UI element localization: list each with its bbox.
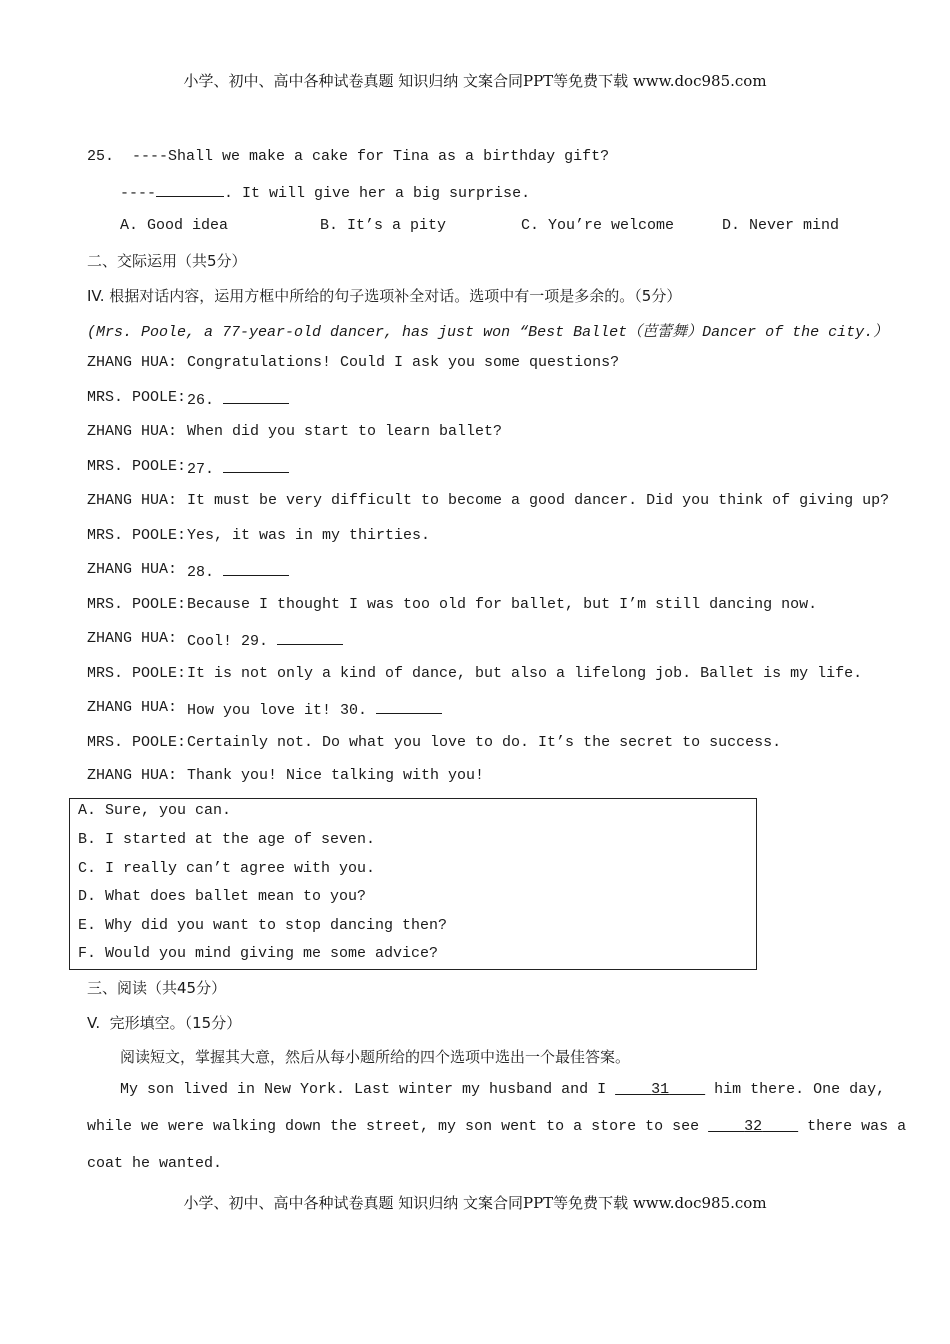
dialogue-speaker: ZHANG HUA: xyxy=(87,767,178,784)
page-footer: 小学、初中、高中各种试卷真题 知识归纳 文案合同PPT等免费下载 www.doc985.com xyxy=(183,1194,767,1212)
dialogue-line: How you love it! 30. xyxy=(187,699,442,719)
box-option-f: F. Would you mind giving me some advice? xyxy=(78,945,439,962)
dialogue-line: 26. xyxy=(187,389,289,409)
box-option-c: C. I really can’t agree with you. xyxy=(78,860,376,877)
dialogue-line: Cool! 29. xyxy=(187,630,343,650)
dialogue-speaker: ZHANG HUA: xyxy=(87,423,178,440)
answer-blank xyxy=(156,182,224,197)
box-option-d: D. What does ballet mean to you? xyxy=(78,888,367,905)
section-2-title: 二、交际运用（共5分） xyxy=(87,252,247,270)
answer-blank xyxy=(223,389,289,404)
dialogue-context: (Mrs. Poole, a 77-year-old dancer, has just won “Best Ballet（芭蕾舞）Dancer of the city.） xyxy=(87,324,889,341)
q25-option-b: B. It’s a pity xyxy=(320,217,447,234)
dialogue-speaker: ZHANG HUA: xyxy=(87,630,178,647)
dialogue-speaker: MRS. POOLE: xyxy=(87,665,187,682)
answer-blank xyxy=(277,630,343,645)
dialogue-speaker: ZHANG HUA: xyxy=(87,492,178,509)
section-3-instruction: 阅读短文，掌握其大意，然后从每小题所给的四个选项中选出一个最佳答案。 xyxy=(120,1048,631,1066)
question-25-response: ---- . It will give her a big surprise. xyxy=(120,182,530,202)
answer-blank xyxy=(223,458,289,473)
dialogue-line: Certainly not. Do what you love to do. It’s the secret to success. xyxy=(187,734,782,751)
dialogue-speaker: ZHANG HUA: xyxy=(87,561,178,578)
dialogue-line: It is not only a kind of dance, but also a lifelong job. Ballet is my life. xyxy=(187,665,863,682)
blank-number-32: 32 xyxy=(744,1118,763,1135)
options-box xyxy=(69,798,757,970)
dialogue-line: Yes, it was in my thirties. xyxy=(187,527,431,544)
box-option-a: A. Sure, you can. xyxy=(78,802,232,819)
dialogue-line: 27. xyxy=(187,458,289,478)
dialogue-line: 28. xyxy=(187,561,289,581)
answer-blank xyxy=(223,561,289,576)
dialogue-speaker: ZHANG HUA: xyxy=(87,354,178,371)
dialogue-line: Because I thought I was too old for ballet, but I’m still dancing now. xyxy=(187,596,818,613)
section-3-subtitle: V. 完形填空。（15分） xyxy=(87,1014,242,1032)
dialogue-speaker: MRS. POOLE: xyxy=(87,596,187,613)
dialogue-line: Thank you! Nice talking with you! xyxy=(187,767,485,784)
dialogue-speaker: MRS. POOLE: xyxy=(87,389,187,406)
dialogue-speaker: MRS. POOLE: xyxy=(87,734,187,751)
dialogue-speaker: MRS. POOLE: xyxy=(87,527,187,544)
passage-line-1: My son lived in New York. Last winter my husband and I 31 him there. One day, xyxy=(120,1081,886,1098)
q25-option-a: A. Good idea xyxy=(120,217,229,234)
dialogue-line: It must be very difficult to become a good dancer. Did you think of giving up? xyxy=(187,492,890,509)
page-header: 小学、初中、高中各种试卷真题 知识归纳 文案合同PPT等免费下载 www.doc985.com xyxy=(183,72,767,90)
answer-blank xyxy=(376,699,442,714)
passage-line-2: while we were walking down the street, my son went to a store to see 32 there was a xyxy=(87,1118,907,1135)
passage-line-3: coat he wanted. xyxy=(87,1155,223,1172)
blank-number-31: 31 xyxy=(651,1081,670,1098)
box-option-b: B. I started at the age of seven. xyxy=(78,831,376,848)
question-25-stem: 25. ----Shall we make a cake for Tina as a birthday gift? xyxy=(87,148,610,165)
section-3-title: 三、阅读（共45分） xyxy=(87,979,227,997)
section-2-instruction: IV. 根据对话内容，运用方框中所给的句子选项补全对话。选项中有一项是多余的。（5分） xyxy=(87,287,682,305)
dialogue-speaker: ZHANG HUA: xyxy=(87,699,178,716)
q25-option-c: C. You’re welcome xyxy=(521,217,675,234)
dialogue-line: When did you start to learn ballet? xyxy=(187,423,503,440)
q25-option-d: D. Never mind xyxy=(722,217,840,234)
dialogue-line: Congratulations! Could I ask you some questions? xyxy=(187,354,620,371)
dialogue-speaker: MRS. POOLE: xyxy=(87,458,187,475)
box-option-e: E. Why did you want to stop dancing then? xyxy=(78,917,448,934)
